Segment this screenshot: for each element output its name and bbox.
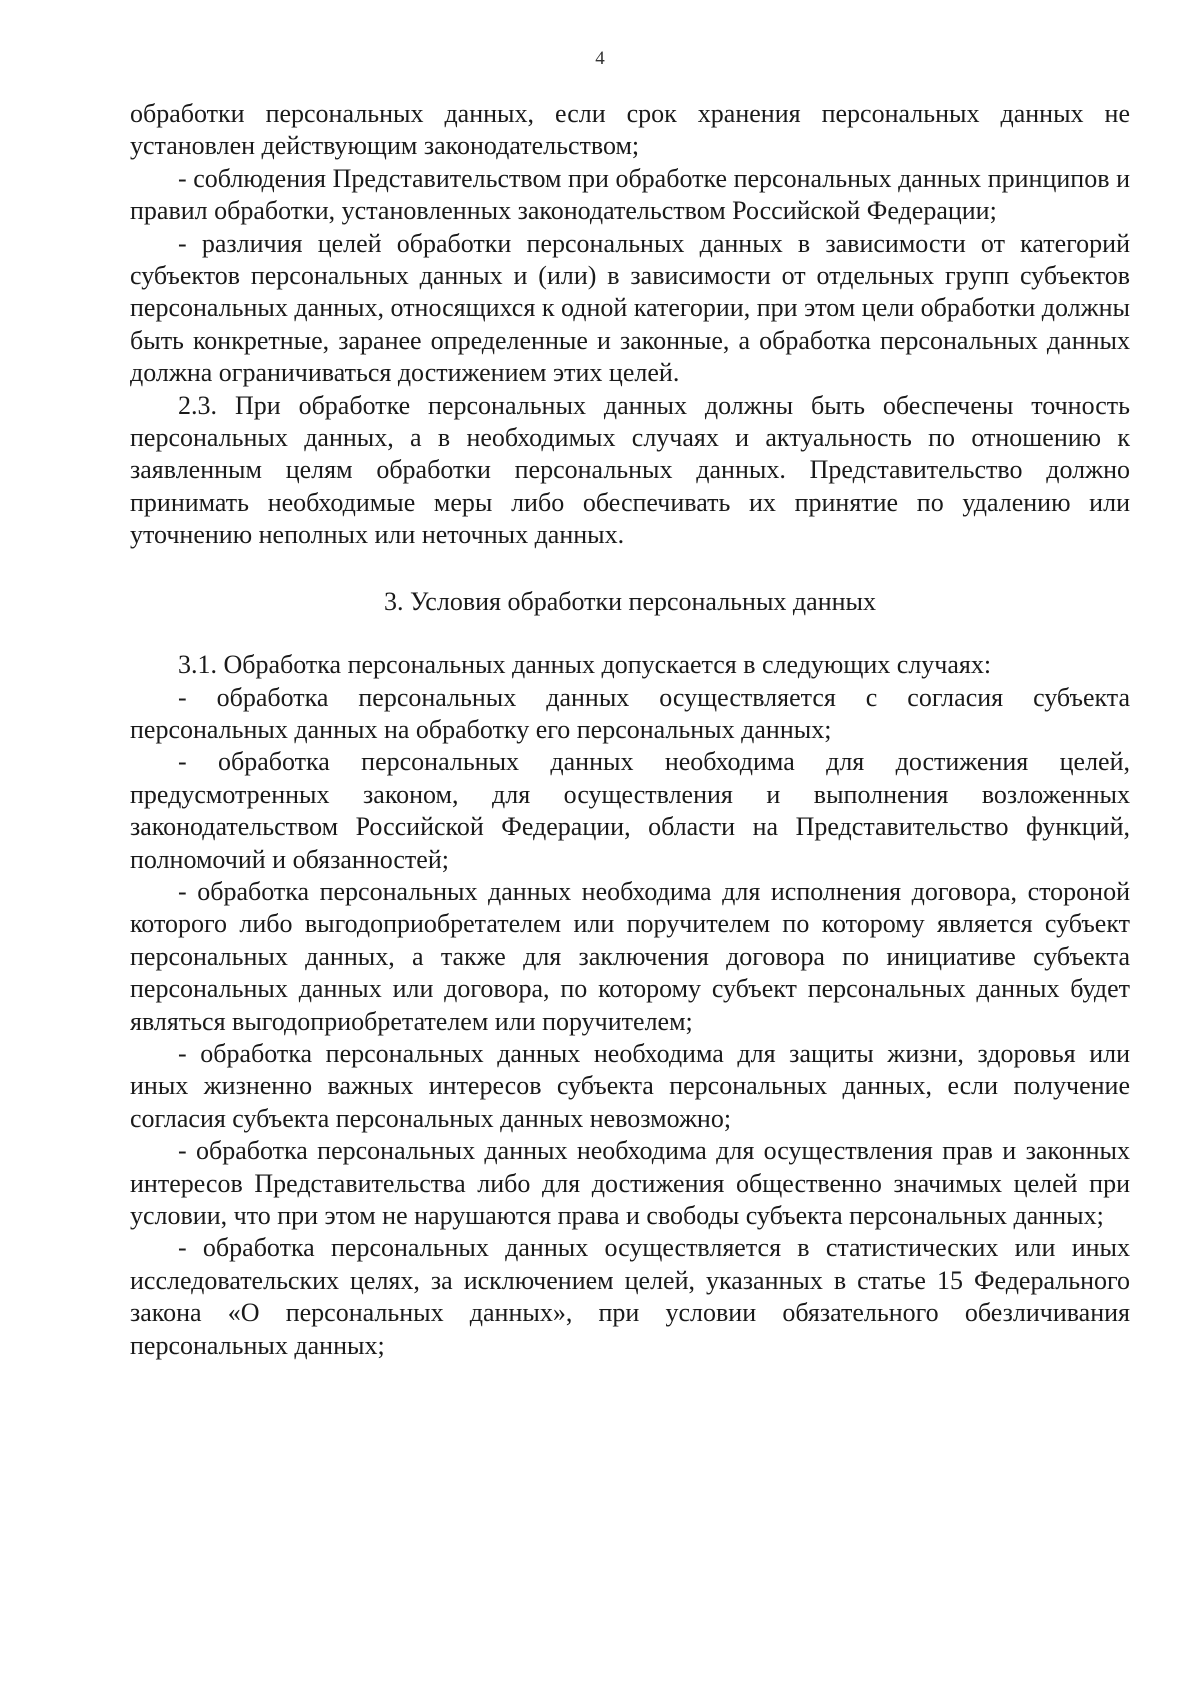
list-item: - обработка персональных данных необходима для защиты жизни, здоровья или иных жизненно важных интересов субъекта персональных данных, если получение согласия субъекта персональных данных невозможно; (130, 1038, 1130, 1133)
list-item: - обработка персональных данных необходима для осуществления прав и законных интересов Представительства либо для достижения общественно значимых целей при условии, что при этом не нарушаются права и свободы субъекта персональных данных; (130, 1136, 1130, 1230)
section-heading: 3. Условия обработки персональных данных (384, 586, 876, 616)
paragraph-2-3: 2.3. При обработке персональных данных должны быть обеспечены точность персональных данных, а в необходимых случаях и актуальность по отношению к заявленным целям обработки персональных данных. Представительство должно принимать необходимые меры либо обеспечивать их принятие по удалению или уточнению неполных или неточных данных. (130, 390, 1130, 550)
page-number: 4 (595, 48, 605, 69)
document-body (130, 98, 1130, 1362)
paragraph-continuation: обработки персональных данных, если срок хранения персональных данных не установлен действующим законодательством; (130, 99, 1130, 161)
list-item: - обработка персональных данных осуществляется с согласия субъекта персональных данных на обработку его персональных данных; (130, 682, 1130, 744)
paragraph-principles: - соблюдения Представительством при обработке персональных данных принципов и правил обработки, установленных законодательством Российской Федерации; (130, 163, 1130, 226)
paragraph-purposes: - различия целей обработки персональных данных в зависимости от категорий субъектов персональных данных и (или) в зависимости от отдельных групп субъектов персональных данных, относящихся к одной категории, при этом цели обработки должны быть конкретные, заранее определенные и законные, а обработка персональных данных должна ограничиваться достижением этих целей. (130, 228, 1130, 388)
list-item: - обработка персональных данных осуществляется в статистических или иных исследовательских целях, за исключением целей, указанных в статье 15 Федерального закона «О персональных данных», при условии обязательного обезличивания персональных данных; (130, 1233, 1130, 1360)
list-item: - обработка персональных данных необходима для исполнения договора, стороной которого либо выгодоприобретателем или поручителем по которому является субъект персональных данных, а также для заключения договора по инициативе субъекта персональных данных или договора, по которому субъект персональных данных будет являться выгодоприобретателем или поручителем; (130, 876, 1130, 1036)
paragraph-3-1: 3.1. Обработка персональных данных допускается в следующих случаях: (178, 650, 992, 680)
list-item: - обработка персональных данных необходима для достижения целей, предусмотренных законом, для осуществления и выполнения возложенных законодательством Российской Федерации, области на Представительство функций, полномочий и обязанностей; (130, 747, 1130, 874)
